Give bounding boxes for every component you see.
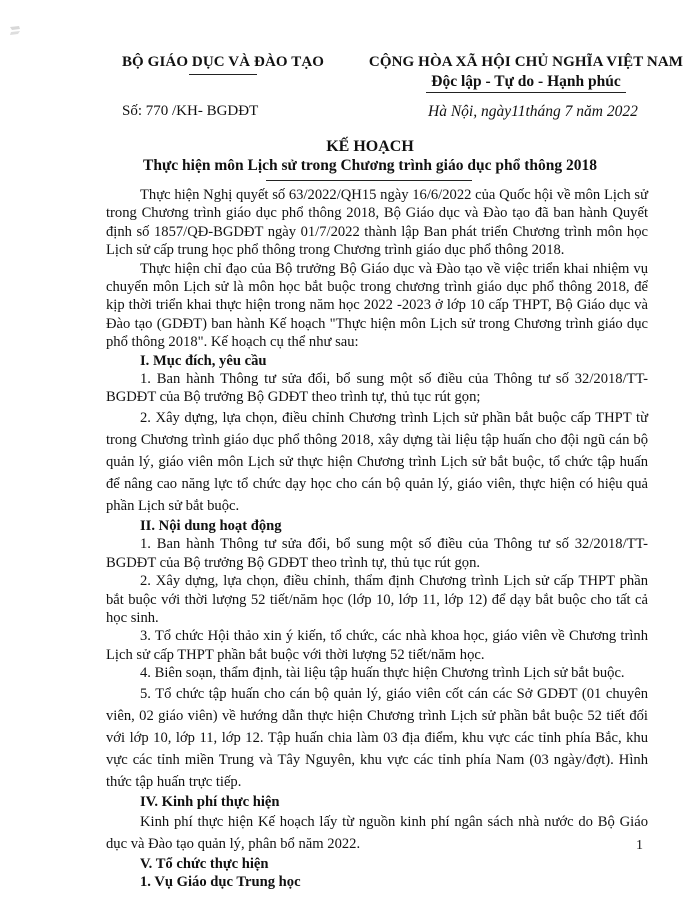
document-date: Hà Nội, ngày11tháng 7 năm 2022 (428, 103, 638, 120)
document-number: Số: 770 /KH- BGDĐT (122, 103, 259, 119)
document-subtitle: Thực hiện môn Lịch sử trong Chương trình giáo dục phổ thông 2018 (143, 157, 597, 174)
section-2-item-5: 5. Tổ chức tập huấn cho cán bộ quản lý, giáo viên cốt cán các Sở GDĐT (01 chuyên viên, 02 giáo viên) về hướng dẫn thực hiện Chương trình Lịch sử phần bắt buộc 52 tiết đối với lớp 10, lớp 11, lớp 12. Tập huấn chia làm 03 địa điểm, khu vực các tỉnh phía Bắc, khu vực các tỉnh miền Trung và Tây Nguyên, khu vực các tỉnh phía Nam (03 ngày/đợt). Hình thức tập huấn trực tiếp. (106, 685, 648, 790)
nation-header (356, 54, 696, 93)
ministry-underline (189, 74, 257, 75)
ministry-header (108, 54, 338, 75)
section-2-item-3: 3. Tổ chức Hội thảo xin ý kiến, tổ chức, các nhà khoa học, giáo viên về Chương trình Lịch sử cấp THPT phần bắt buộc với thời lượng 52 tiết/năm học. (106, 628, 648, 663)
document-title: KẾ HOẠCH (326, 138, 414, 155)
section-5-sub-1: 1. Vụ Giáo dục Trung học (140, 874, 301, 891)
section-4-text: Kinh phí thực hiện Kế hoạch lấy từ nguồn kinh phí ngân sách nhà nước do Bộ Giáo dục và Đào tạo quản lý, phân bổ năm 2022. (106, 813, 648, 852)
intro-paragraph-2: Thực hiện chỉ đạo của Bộ trưởng Bộ Giáo dục và Đào tạo về việc triển khai nhiệm vụ chuyển môn Lịch sử là môn học bắt buộc trong chương trình giáo dục phổ thông 2018, để kịp thời triển khai thực hiện trong năm học 2022 -2023 ở lớp 10 cấp THPT, Bộ Giáo dục và Đào tạo (GDĐT) ban hành Kế hoạch "Thực hiện môn Lịch sử trong Chương trình giáo dục phổ thông 2018". Kế hoạch cụ thể như sau: (106, 260, 648, 351)
section-2-item-4: 4. Biên soạn, thẩm định, tài liệu tập huấn thực hiện Chương trình Lịch sử bắt buộc. (140, 665, 625, 682)
section-4-heading: IV. Kinh phí thực hiện (140, 793, 280, 810)
document-body (106, 186, 648, 892)
section-2-item-1: 1. Ban hành Thông tư sửa đổi, bổ sung một số điều của Thông tư số 32/2018/TT-BGDĐT của Bộ trưởng Bộ GDĐT theo trình tự, thủ tục rút gọn. (106, 536, 648, 571)
section-1-item-1: 1. Ban hành Thông tư sửa đổi, bổ sung một số điều của Thông tư số 32/2018/TT-BGDĐT của Bộ trưởng Bộ GDĐT theo trình tự, thủ tục rút gọn; (106, 371, 648, 406)
national-motto: Độc lập - Tự do - Hạnh phúc (431, 73, 621, 90)
section-2-heading: II. Nội dung hoạt động (140, 517, 282, 534)
page-number: 1 (636, 838, 643, 853)
nation-name: CỘNG HÒA XÃ HỘI CHỦ NGHĨA VIỆT NAM (368, 54, 684, 70)
scan-mark (8, 24, 22, 38)
intro-paragraph-1: Thực hiện Nghị quyết số 63/2022/QH15 ngày 16/6/2022 của Quốc hội về môn Lịch sử trong Chương trình giáo dục phổ thông 2018, Bộ Giáo dục và Đào tạo đã ban hành Quyết định số 1857/QĐ-BGDĐT ngày 01/7/2022 thành lập Ban phát triển Chương trình môn học Lịch sử cấp trung học phổ thông trong Chương trình giáo dục phổ thông 2018. (106, 187, 648, 259)
section-1-item-2: 2. Xây dựng, lựa chọn, điều chỉnh Chương trình Lịch sử phần bắt buộc cấp THPT từ trong Chương trình giáo dục phổ thông 2018, xây dựng tài liệu tập huấn cho đội ngũ cán bộ quản lý, giáo viên môn Lịch sử thực hiện Chương trình Lịch sử bắt buộc, tổ chức tập huấn để nâng cao năng lực tổ chức dạy học cho cán bộ quản lý, giáo viên, thực hiện có hiệu quả phần Lịch sử bắt buộc. (106, 409, 648, 514)
motto-underline (426, 92, 626, 93)
ministry-name: BỘ GIÁO DỤC VÀ ĐÀO TẠO (121, 54, 325, 70)
section-5-heading: V. Tổ chức thực hiện (140, 855, 269, 872)
section-1-heading: I. Mục đích, yêu cầu (140, 352, 267, 369)
section-2-item-2: 2. Xây dựng, lựa chọn, điều chỉnh, thẩm định Chương trình Lịch sử cấp THPT phần bắt buộc với thời lượng 52 tiết/năm học (lớp 10, lớp 11, lớp 12) để dạy bắt buộc cho tất cả học sinh. (106, 573, 648, 626)
subtitle-underline (266, 180, 472, 181)
